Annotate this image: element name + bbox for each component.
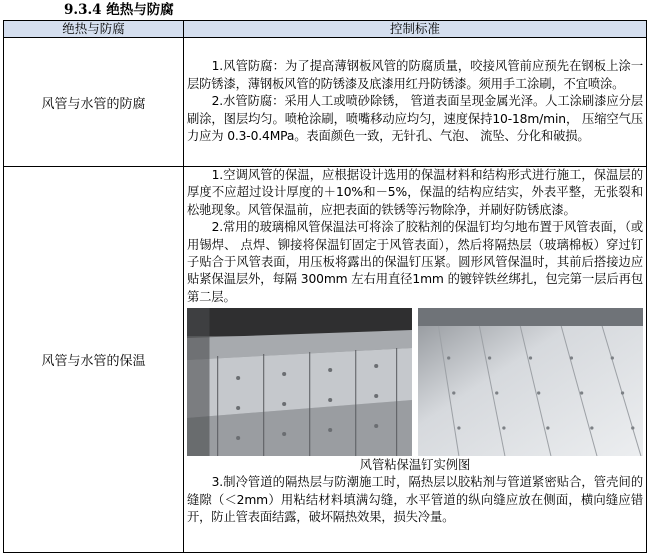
duct-insulation-photo-left: [187, 308, 412, 456]
standards-table: [3, 20, 647, 553]
table-row: [4, 167, 647, 553]
header-standard: 控制标准: [184, 21, 647, 38]
photo-caption: 风管粘保温钉实例图: [359, 458, 471, 473]
row-label-anticorrosion: 风管与水管的防腐: [4, 38, 184, 167]
paragraph: 1.风管防腐：为了提高薄钢板风管的防腐质量，咬接风管前应预先在钢板上涂一层防锈漆，薄钢板风管的防锈漆及底漆用红丹防锈漆。须用手工涂刷，不宜喷涂。: [187, 59, 643, 91]
table-header-row: [4, 21, 647, 38]
table-row: [4, 38, 647, 167]
photo-group: [187, 308, 643, 456]
paragraph: 2.水管防腐：采用人工或喷砂除锈， 管道表面呈现金属光泽。人工涂刷漆应分层刷涂，图层均匀。喷枪涂刷，喷嘴移动应均匀，速度保持10-18m/min， 压缩空气压力应为 0.3-0.4MPa。表面颜色一致，无针孔、气泡、 流坠、分化和破损。: [187, 94, 643, 144]
duct-insulation-photo-right: [418, 308, 643, 456]
paragraph: 1.空调风管的保温，应根据设计选用的保温材料和结构形式进行施工，保温层的厚度不应超过设计厚度的＋10%和－5%，保温的结构应结实，外表平整，无张裂和松驰现象。风管保温前，应把表面的铁锈等污物除净，并刷好防锈底漆。: [187, 168, 643, 217]
row-content-anticorrosion: [184, 38, 647, 167]
section-heading: 9.3.4 绝热与防腐: [64, 2, 174, 18]
row-label-insulation: 风管与水管的保温: [4, 167, 184, 553]
header-category: 绝热与防腐: [4, 21, 184, 38]
paragraph: 2.常用的玻璃棉风管保温法可将涂了胶粘剂的保温钉均匀地布置于风管表面，（或用锡焊、 点焊、铆接将保温钉固定于风管表面），然后将隔热层（玻璃棉板）穿过钉子贴合于风管表面，用压板将露出的保温钉压紧。圆形风管保温时，其前后搭接边应贴紧保温层外，每隔 300mm 左右用直径1mm 的镀锌铁丝绑扎，包完第一层后再包第二层。: [187, 220, 643, 304]
paragraph: 3.制冷管道的隔热层与防潮施工时，隔热层以胶粘剂与管道紧密贴合，管壳间的缝隙（＜2mm）用粘结材料填满勾缝，水平管道的纵向缝应放在侧面，横向缝应错开，防止管表面结露，破坏隔热效果，损失冷量。: [187, 475, 643, 525]
row-content-insulation: [184, 167, 647, 553]
